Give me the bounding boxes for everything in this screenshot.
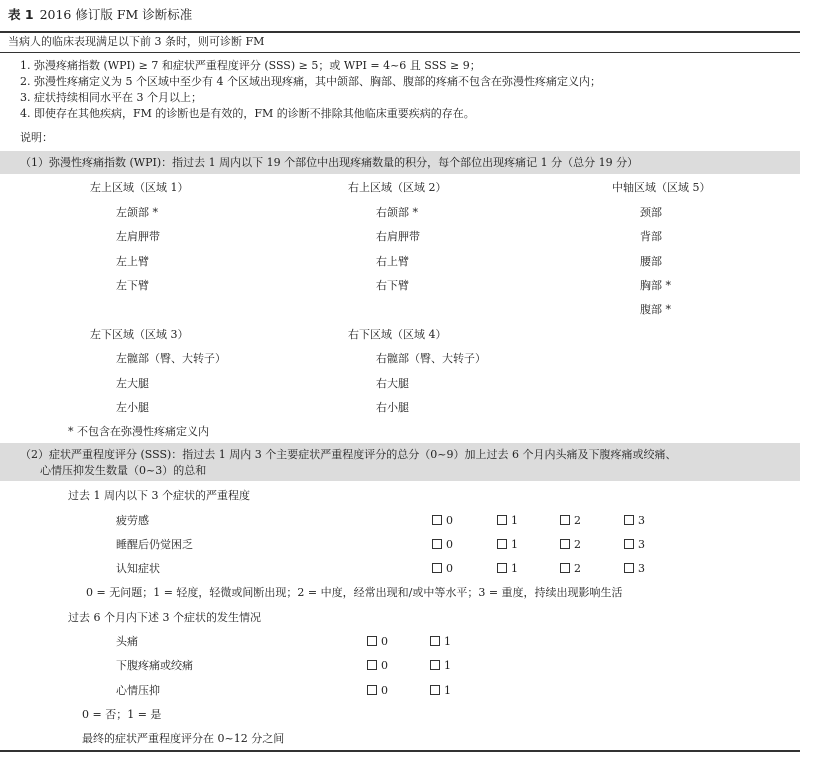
checkbox-icon: [624, 539, 634, 549]
checkbox-icon: [430, 636, 440, 646]
checkbox-icon: [624, 563, 634, 573]
region-1-item: 左肩胛带: [116, 230, 160, 243]
checkbox-icon: [430, 660, 440, 670]
region-2-item: 右颌部 *: [376, 206, 418, 219]
checkbox-icon: [560, 539, 570, 549]
checkbox-icon: [560, 563, 570, 573]
checkbox-option[interactable]: 2: [560, 514, 581, 528]
region-5-item: 腹部 *: [640, 303, 671, 316]
week-item: 认知症状: [116, 562, 160, 575]
checkbox-option[interactable]: 3: [624, 538, 645, 552]
checkbox-option[interactable]: 0: [367, 684, 388, 698]
table-number: 表 1: [8, 7, 34, 22]
region-5-item: 背部: [640, 230, 662, 243]
sss-heading-line2: 心情压抑发生数量（0~3）的总和: [40, 464, 207, 477]
week-title: 过去 1 周内以下 3 个症状的严重程度: [68, 489, 250, 502]
checkbox-option[interactable]: 1: [497, 538, 518, 552]
checkbox-option[interactable]: 1: [430, 635, 451, 649]
region-5-item: 腰部: [640, 255, 662, 268]
checkbox-icon: [497, 539, 507, 549]
region-2-item: 右肩胛带: [376, 230, 420, 243]
checkbox-option[interactable]: 0: [432, 514, 453, 528]
bottom-rule: [0, 750, 800, 752]
checkbox-icon: [624, 515, 634, 525]
criterion-2: 2. 弥漫性疼痛定义为 5 个区域中至少有 4 个区域出现疼痛，其中颌部、胸部、腹部的疼痛不包含在弥漫性疼痛定义内；: [20, 75, 601, 88]
checkbox-icon: [432, 563, 442, 573]
checkbox-option[interactable]: 1: [430, 659, 451, 673]
checkbox-option[interactable]: 3: [624, 562, 645, 576]
yesno-legend: 0 = 否；1 = 是: [82, 708, 162, 721]
wpi-heading: （1）弥漫性疼痛指数 (WPI)：指过去 1 周内以下 19 个部位中出现疼痛数量的积分，每个部位出现疼痛记 1 分（总分 19 分）: [20, 156, 639, 169]
region-4-item: 右大腿: [376, 377, 409, 390]
checkbox-option[interactable]: 0: [367, 635, 388, 649]
criterion-4: 4. 即使存在其他疾病，FM 的诊断也是有效的，FM 的诊断不排除其他临床重要疾病的存在。: [20, 107, 475, 120]
sss-heading-line1: （2）症状严重程度评分 (SSS)：指过去 1 周内 3 个主要症状严重程度评分的总分（0~9）加上过去 6 个月内头痛及下腹疼痛或绞痛、: [20, 448, 677, 461]
region-5-item: 颈部: [640, 206, 662, 219]
checkbox-icon: [367, 660, 377, 670]
criterion-3: 3. 症状持续相同水平在 3 个月以上；: [20, 91, 202, 104]
checkbox-icon: [430, 685, 440, 695]
region-1-title: 左上区域（区域 1）: [90, 181, 189, 194]
region-3-title: 左下区域（区域 3）: [90, 328, 189, 341]
checkbox-option[interactable]: 0: [367, 659, 388, 673]
week-item: 睡醒后仍觉困乏: [116, 538, 193, 551]
notes-label: 说明：: [20, 131, 53, 144]
wpi-footnote: * 不包含在弥漫性疼痛定义内: [68, 425, 209, 438]
table-title: [8, 8, 192, 22]
severity-legend: 0 = 无问题；1 = 轻度，轻微或间断出现；2 = 中度，经常出现和/或中等水平；3 = 重度，持续出现影响生活: [86, 586, 623, 599]
checkbox-option[interactable]: 1: [497, 562, 518, 576]
month-title: 过去 6 个月内下述 3 个症状的发生情况: [68, 611, 261, 624]
region-2-item: 右下臂: [376, 279, 409, 292]
region-2-title: 右上区域（区域 2）: [348, 181, 447, 194]
checkbox-option[interactable]: 2: [560, 562, 581, 576]
month-item: 心情压抑: [116, 684, 160, 697]
region-1-item: 左上臂: [116, 255, 149, 268]
checkbox-icon: [560, 515, 570, 525]
table-header: 当病人的临床表现满足以下前 3 条时，则可诊断 FM: [8, 35, 265, 48]
checkbox-icon: [497, 515, 507, 525]
final-score-note: 最终的症状严重程度评分在 0~12 分之间: [82, 732, 285, 745]
top-rule: [0, 31, 800, 33]
region-3-item: 左小腿: [116, 401, 149, 414]
checkbox-icon: [432, 539, 442, 549]
region-5-title: 中轴区域（区域 5）: [612, 181, 711, 194]
region-4-item: 右髋部（臀、大转子）: [376, 352, 486, 365]
checkbox-icon: [497, 563, 507, 573]
month-item: 下腹疼痛或绞痛: [116, 659, 193, 672]
table-title-text: 2016 修订版 FM 诊断标准: [39, 7, 193, 22]
region-3-item: 左大腿: [116, 377, 149, 390]
checkbox-option[interactable]: 0: [432, 538, 453, 552]
header-rule: [0, 52, 800, 53]
week-item: 疲劳感: [116, 514, 149, 527]
checkbox-icon: [367, 685, 377, 695]
region-4-item: 右小腿: [376, 401, 409, 414]
region-1-item: 左颌部 *: [116, 206, 158, 219]
checkbox-option[interactable]: 3: [624, 514, 645, 528]
region-4-title: 右下区域（区域 4）: [348, 328, 447, 341]
checkbox-icon: [367, 636, 377, 646]
region-2-item: 右上臂: [376, 255, 409, 268]
checkbox-option[interactable]: 1: [430, 684, 451, 698]
checkbox-icon: [432, 515, 442, 525]
region-5-item: 胸部 *: [640, 279, 671, 292]
checkbox-option[interactable]: 1: [497, 514, 518, 528]
criterion-1: 1. 弥漫疼痛指数 (WPI) ≥ 7 和症状严重程度评分 (SSS) ≥ 5；或 WPI = 4~6 且 SSS ≥ 9；: [20, 59, 481, 72]
month-item: 头痛: [116, 635, 138, 648]
checkbox-option[interactable]: 2: [560, 538, 581, 552]
region-1-item: 左下臂: [116, 279, 149, 292]
checkbox-option[interactable]: 0: [432, 562, 453, 576]
region-3-item: 左髋部（臀、大转子）: [116, 352, 226, 365]
